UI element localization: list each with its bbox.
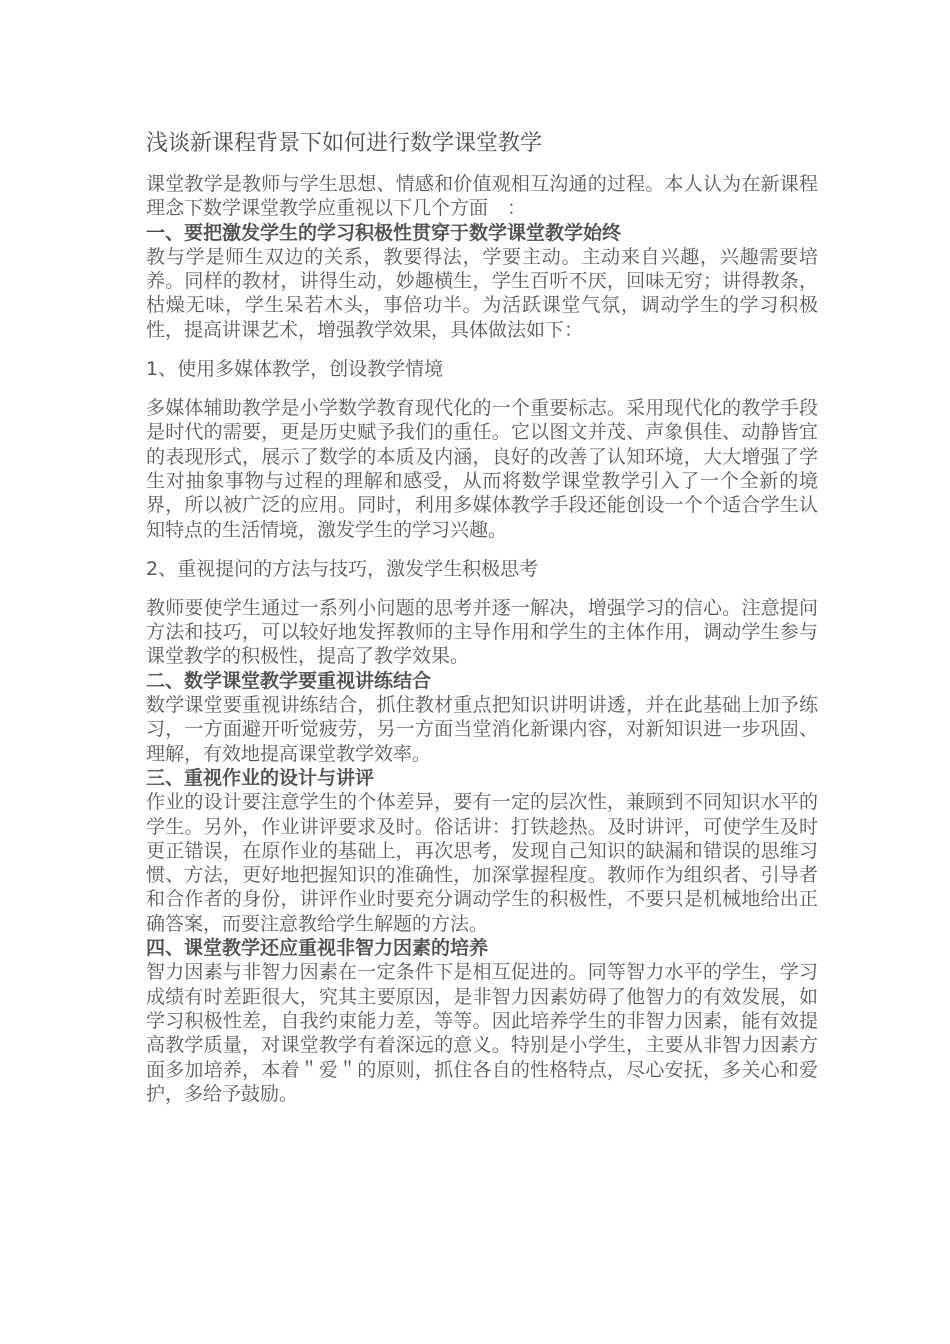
document-title: 浅谈新课程背景下如何进行数学课堂教学 [146, 131, 543, 156]
section-3-body: 作业的设计要注意学生的个体差异，要有一定的层次性，兼顾到不同知识水平的学生。另外，作业讲评要求及时。俗话讲：打铁趁热。及时讲评，可使学生及时更正错误，在原作业的基础上，再次思考，发现自己知识的缺漏和错误的思维习惯、方法，更好地把握知识的准确性，加深掌握程度。教师作为组织者、引导者和合作者的身份，讲评作业时要充分调动学生的积极性，不要只是机械地给出正确答案，而要注意教给学生解题的方法。 [146, 791, 818, 935]
section-4-body: 智力因素与非智力因素在一定条件下是相互促进的。同等智力水平的学生，学习成绩有时差距很大，究其主要原因，是非智力因素妨碍了他智力的有效发展，如学习积极性差，自我约束能力差，等等。因此培养学生的非智力因素，能有效提高教学质量，对课堂教学有着深远的意义。特别是小学生，主要从非智力因素方面多加培养，本着＂爱＂的原则，抓住各自的性格特点，尽心安抚，多关心和爱护，多给予鼓励。 [146, 961, 818, 1105]
section-1-body: 教与学是师生双边的关系，教要得法，学要主动。主动来自兴趣，兴趣需要培养。同样的教材，讲得生动，妙趣横生，学生百听不厌，回味无穷；讲得教条，枯燥无味，学生呆若木头，事倍功半。为活跃课堂气氛，调动学生的学习积极性，提高讲课艺术，增强教学效果，具体做法如下： [146, 245, 818, 341]
section-1-heading: 一、要把激发学生的学习积极性贯穿于数学课堂教学始终 [146, 221, 622, 244]
document-page [146, 128, 818, 1106]
subsection-1-1-body: 多媒体辅助教学是小学数学教育现代化的一个重要标志。采用现代化的教学手段是时代的需要，更是历史赋予我们的重任。它以图文并茂、声象俱佳、动静皆宜的表现形式，展示了数学的本质及内涵，良好的改善了认知环境，大大增强了学生对抽象事物与过程的理解和感受，从而将数学课堂教学引入了一个全新的境界，所以被广泛的应用。同时，利用多媒体教学手段还能创设一个个适合学生认知特点的生活情境，激发学生的学习兴趣。 [146, 397, 818, 541]
section-4-heading: 四、课堂教学还应重视非智力因素的培养 [146, 937, 489, 960]
subsection-1-2-heading: 2、重视提问的方法与技巧，激发学生积极思考 [146, 557, 539, 580]
section-2-heading: 二、数学课堂教学要重视讲练结合 [146, 669, 432, 692]
section-2-body: 数学课堂要重视讲练结合，抓住教材重点把知识讲明讲透，并在此基础上加予练习，一方面避开听觉疲劳，另一方面当堂消化新课内容，对新知识进一步巩固、理解，有效地提高课堂教学效率。 [146, 694, 818, 765]
subsection-1-2-body: 教师要使学生通过一系列小问题的思考并逐一解决，增强学习的信心。注意提问方法和技巧，可以较好地发挥教师的主导作用和学生的主体作用，调动学生参与课堂教学的积极性，提高了教学效果。 [146, 596, 818, 668]
subsection-1-1-heading: 1、使用多媒体教学，创设教学情境 [146, 358, 444, 381]
intro-paragraph: 课堂教学是教师与学生思想、情感和价值观相互沟通的过程。本人认为在新课程理念下数学课堂教学应重视以下几个方面 ： [146, 173, 818, 220]
section-3-heading: 三、重视作业的设计与讲评 [146, 766, 375, 789]
